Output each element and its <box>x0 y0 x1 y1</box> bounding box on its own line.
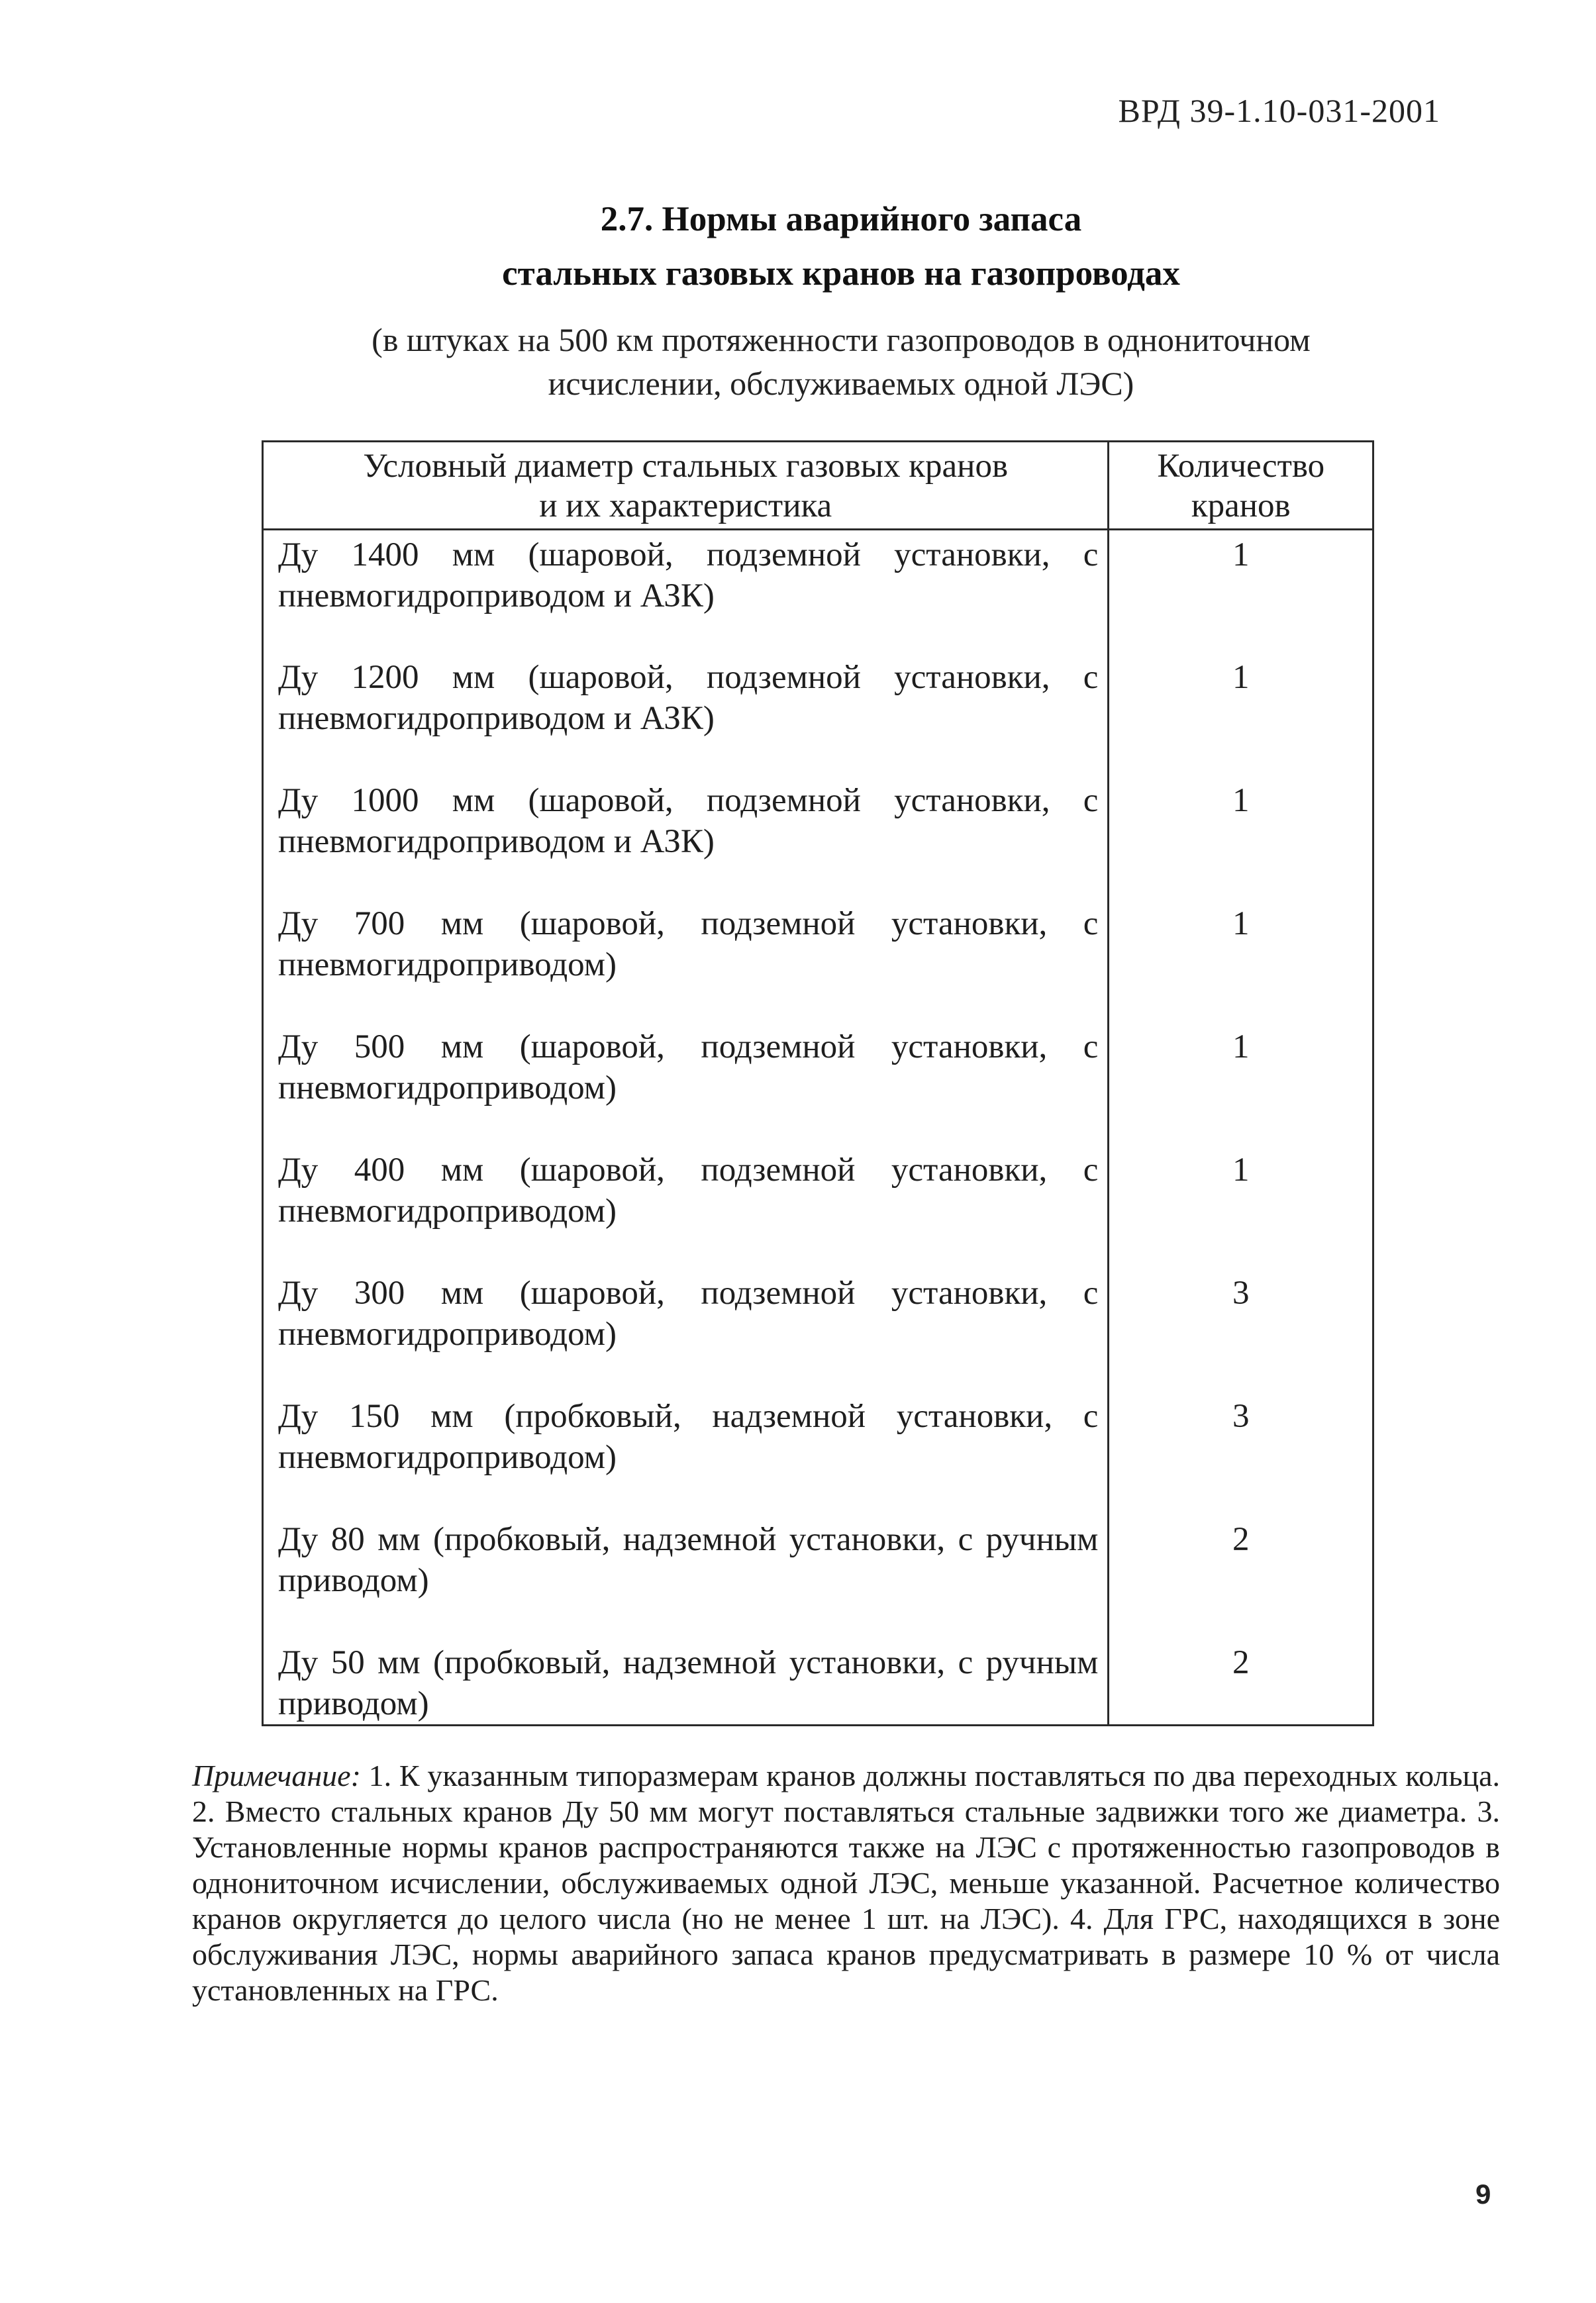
valve-description: Ду 300 мм (шаровой, подземной установки, с пневмогидроприводом) <box>263 1269 1109 1392</box>
valve-description: Ду 150 мм (пробковый, надземной установки, с пневмогидроприводом) <box>263 1392 1109 1515</box>
valve-description: Ду 400 мм (шаровой, подземной установки, с пневмогидроприводом) <box>263 1146 1109 1269</box>
table-row <box>263 1269 1373 1392</box>
section-title-line-1: 2.7. Нормы аварийного запаса <box>600 200 1082 238</box>
table-row <box>263 1022 1373 1146</box>
column-header-diameter <box>263 442 1109 530</box>
document-code: ВРД 39-1.10-031-2001 <box>1118 92 1440 129</box>
valve-quantity: 1 <box>1109 1022 1373 1146</box>
table-row <box>263 1392 1373 1515</box>
column-header-quantity <box>1109 442 1373 530</box>
table-row <box>263 530 1373 653</box>
note-text: 1. К указанным типоразмерам кранов должны поставляться по два переходных кольца. 2. Вместо стальных кранов Ду 50 мм могут поставляться стальные задвижки того же диаметра. 3. Установленные нормы кранов распространяются также на ЛЭС с протяженностью газопроводов в однониточном исчислении, обслуживаемых одной ЛЭС, меньше указанной. Расчетное количество кранов округляется до целого числа (но не менее 1 шт. на ЛЭС). 4. Для ГРС, находящихся в зоне обслуживания ЛЭС, нормы аварийного запаса кранов предусматривать в размере 10 % от числа установленных на ГРС. <box>192 1759 1500 2007</box>
section-subtitle-line-2: исчислении, обслуживаемых одной ЛЭС) <box>548 365 1134 402</box>
table-row <box>263 1146 1373 1269</box>
valve-description: Ду 1000 мм (шаровой, подземной установки, с пневмогидроприводом и АЗК) <box>263 776 1109 899</box>
valve-quantity: 2 <box>1109 1638 1373 1726</box>
valve-quantity: 3 <box>1109 1392 1373 1515</box>
valve-description: Ду 700 мм (шаровой, подземной установки, с пневмогидроприводом) <box>263 899 1109 1022</box>
valve-description: Ду 80 мм (пробковый, надземной установки, с ручным приводом) <box>263 1515 1109 1638</box>
valve-quantity: 1 <box>1109 653 1373 776</box>
section-subtitle-line-1: (в штуках на 500 км протяженности газопроводов в однониточном <box>372 321 1311 358</box>
table-row <box>263 653 1373 776</box>
table-row <box>263 1638 1373 1726</box>
valve-description: Ду 500 мм (шаровой, подземной установки, с пневмогидроприводом) <box>263 1022 1109 1146</box>
column-header-quantity-line-2: кранов <box>1191 487 1291 524</box>
norms-table <box>262 440 1374 1726</box>
table-header-row <box>263 442 1373 530</box>
valve-quantity: 1 <box>1109 530 1373 653</box>
note-label: Примечание: <box>192 1759 361 1792</box>
table-row <box>263 776 1373 899</box>
section-subtitle <box>0 318 1596 405</box>
valve-description: Ду 1200 мм (шаровой, подземной установки, с пневмогидроприводом и АЗК) <box>263 653 1109 776</box>
valve-description: Ду 50 мм (пробковый, надземной установки, с ручным приводом) <box>263 1638 1109 1726</box>
section-title-line-2: стальных газовых кранов на газопроводах <box>502 254 1180 293</box>
valve-quantity: 3 <box>1109 1269 1373 1392</box>
table-row <box>263 899 1373 1022</box>
valve-quantity: 1 <box>1109 899 1373 1022</box>
valve-quantity: 1 <box>1109 1146 1373 1269</box>
column-header-diameter-line-1: Условный диаметр стальных газовых кранов <box>363 448 1009 485</box>
valve-description: Ду 1400 мм (шаровой, подземной установки, с пневмогидроприводом и АЗК) <box>263 530 1109 653</box>
page-number: 9 <box>1475 2179 1491 2210</box>
column-header-quantity-line-1: Количество <box>1157 448 1325 485</box>
column-header-diameter-line-2: и их характеристика <box>539 487 832 524</box>
table-note <box>192 1758 1500 2008</box>
table-row <box>263 1515 1373 1638</box>
valve-quantity: 1 <box>1109 776 1373 899</box>
valve-quantity: 2 <box>1109 1515 1373 1638</box>
section-title <box>0 192 1596 301</box>
